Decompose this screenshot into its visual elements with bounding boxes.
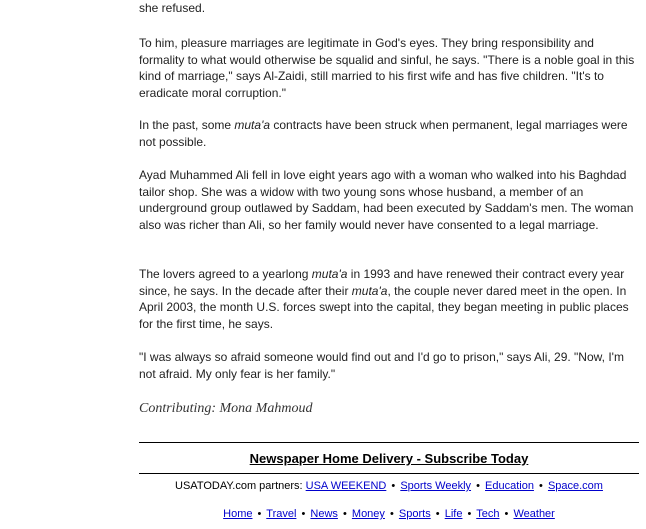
partner-link-usa-weekend[interactable]: USA WEEKEND [305, 480, 387, 492]
italic-term: muta'a [311, 267, 348, 281]
footer-link-tech[interactable]: Tech [476, 508, 500, 520]
bullet-separator: • [342, 508, 347, 520]
article-paragraph: To him, pleasure marriages are legitimate in God's eyes. They bring responsibility and formality to what would otherwise be squalid and sinful, he says. "There is a noble goal in this kind of marriage," says Al-Zaidi, still married to his first wife and has five children. "It's to eradicate moral corruption." [139, 36, 635, 100]
home-delivery-promo [139, 451, 639, 466]
article-paragraph: Ayad Muhammed Ali fell in love eight years ago with a woman who walked into his Baghdad tailor shop. She was a widow with two young sons whose husband, a member of an underground group outlawed by Saddam, had been executed by Saddam's men. The woman also was richer than Ali, so her family would never have consented to a legal marriage. [139, 168, 634, 232]
bullet-separator: • [257, 508, 262, 520]
bullet-separator: • [467, 508, 472, 520]
left-gutter [0, 0, 131, 529]
footer-link-news[interactable]: News [310, 508, 338, 520]
bullet-separator: • [301, 508, 306, 520]
bullet-separator: • [539, 480, 543, 492]
paragraph-text: in 1993 and have renewed their contract every year since, he says. In the decade after their [139, 267, 625, 298]
footer-link-travel[interactable]: Travel [266, 508, 297, 520]
partners-label: USATODAY.com partners: [175, 480, 306, 492]
partner-link-education[interactable]: Education [485, 480, 534, 492]
article-paragraph [139, 117, 639, 150]
italic-term: muta'a [351, 283, 388, 298]
footer-nav [139, 508, 639, 520]
footer-link-life[interactable]: Life [444, 508, 463, 520]
paragraph-text: , the couple never dared meet in the open. In April 2003, the month U.S. forces swept into the capital, they began meeting in public places for the first time, he says. [139, 283, 629, 331]
paragraph-text: contracts have been struck when permanent, legal marriages were not possible. [139, 118, 628, 149]
bullet-separator: • [476, 480, 480, 492]
footer-link-home[interactable]: Home [223, 508, 253, 520]
partner-link-sports-weekly[interactable]: Sports Weekly [400, 480, 472, 492]
bullet-separator: • [504, 508, 509, 520]
contributing-credit: Contributing: Mona Mahmoud [139, 401, 313, 416]
footer-link-money[interactable]: Money [351, 508, 385, 520]
article-paragraph [139, 266, 639, 332]
italic-term: muta'a [234, 118, 271, 132]
partner-link-space[interactable]: Space.com [547, 480, 603, 492]
bullet-separator: • [435, 508, 440, 520]
partners-bar [139, 480, 639, 492]
bullet-separator: • [391, 480, 396, 492]
bullet-separator: • [390, 508, 394, 520]
article-paragraph: "I was always so afraid someone would find out and I'd go to prison," says Ali, 29. "Now, I'm not afraid. My only fear is her family." [139, 350, 624, 381]
footer-link-weather[interactable]: Weather [513, 508, 555, 520]
divider [139, 442, 639, 443]
divider [139, 473, 639, 474]
subscribe-link[interactable]: Newspaper Home Delivery - Subscribe Today [249, 451, 529, 466]
paragraph-text: In the past, some [139, 118, 235, 132]
footer-link-sports[interactable]: Sports [398, 508, 431, 520]
paragraph-text: The lovers agreed to a yearlong [139, 267, 312, 281]
article-paragraph: she refused. [139, 1, 206, 15]
